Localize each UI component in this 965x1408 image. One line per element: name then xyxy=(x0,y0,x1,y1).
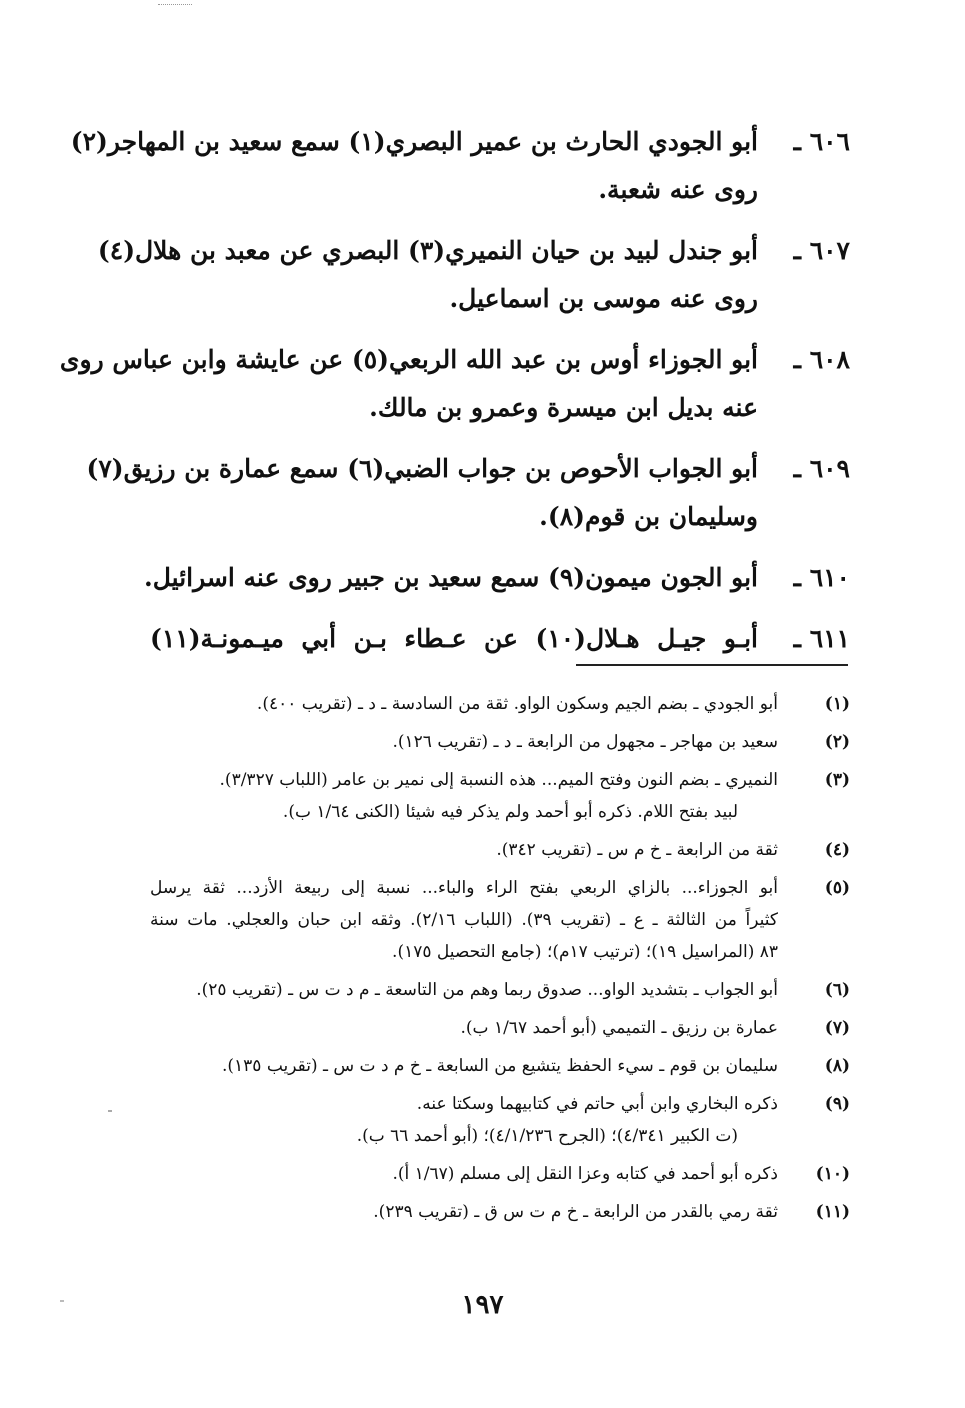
footnote-number: (١) xyxy=(824,694,850,714)
footnote-text: ثقة رمي بالقدر من الرابعة ـ خ م ت س ق ـ (تقريب ٢٣٩). xyxy=(373,1202,778,1222)
footnote-number: (٢) xyxy=(824,732,850,752)
footnote-11 xyxy=(150,1196,850,1228)
entry-text: أبو الجون ميمون(٩) سمع سعيد بن جبير روى عنه اسرائيل. xyxy=(144,563,758,592)
footnote-text: ذكره أبو أحمد في كتابه وعزا النقل إلى مسلم (١/٦٧ أ). xyxy=(392,1164,778,1184)
footnote-text: سليمان بن قوم ـ سيء الحفظ يتشيع من السابعة ـ خ م د ت س ـ (تقريب ١٣٥). xyxy=(221,1056,778,1076)
scan-speck xyxy=(60,1300,64,1302)
entry-611 xyxy=(150,615,850,663)
footnote-text-cont: (ت الكبير ٤/٣٤١)؛ (الجرح ٤/١/٢٣٦)؛ (أبو أحمد ٦٦ ب). xyxy=(356,1126,738,1146)
top-edge-mark xyxy=(158,4,192,5)
footnote-1 xyxy=(150,688,850,720)
footnote-number: (١٠) xyxy=(815,1164,850,1184)
entry-text: أبو جندل لبيد بن حيان النميري(٣) البصري عن معبد بن هلال(٤) xyxy=(97,236,758,265)
entry-text-cont: روى عنه موسى بن اسماعيل. xyxy=(449,284,758,313)
footnote-text: أبو الجودي ـ بضم الجيم وسكون الواو. ثقة من السادسة ـ د ـ (تقريب ٤٠٠). xyxy=(256,694,778,714)
entry-number: ٦١٠ ـ xyxy=(793,563,850,592)
footnote-number: (٥) xyxy=(824,878,850,898)
footnote-divider xyxy=(576,664,848,666)
footnote-text: عمارة بن رزيق ـ التميمي (أبو أحمد ١/٦٧ ب). xyxy=(460,1018,778,1038)
footnote-text: أبو الجواب ـ بتشديد الواو... صدوق ربما وهم من التاسعة ـ م د ت س ـ (تقريب ٢٥). xyxy=(196,980,778,1000)
footnote-4 xyxy=(150,834,850,866)
entry-text-cont: عنه بديل ابن ميسرة وعمرو بن مالك. xyxy=(369,393,758,422)
entry-text: أبو الجواب الأحوص بن جواب الضبي(٦) سمع عمارة بن رزيق(٧) xyxy=(86,454,758,483)
entry-607 xyxy=(97,227,850,323)
footnote-text: أبو الجوزاء... بالزاي الربعي بفتح الراء والباء... نسبة إلى ربيعة الأزد... ثقة يرسل xyxy=(150,878,778,898)
footnote-number: (٩) xyxy=(824,1094,850,1114)
footnote-7 xyxy=(150,1012,850,1044)
entries-list xyxy=(59,118,850,676)
entry-609 xyxy=(86,445,850,541)
footnote-3 xyxy=(150,764,850,828)
footnote-text: ثقة من الرابعة ـ خ م س ـ (تقريب ٣٤٢). xyxy=(496,840,778,860)
footnote-text-cont: كثيراً من الثالثة ـ ع ـ (تقريب ٣٩). (اللباب ٢/١٦). وثقه ابن حبان والعجلي. مات سنة xyxy=(150,910,779,930)
footnote-number: (٦) xyxy=(824,980,850,1000)
entry-610 xyxy=(144,554,850,602)
footnote-number: (٨) xyxy=(824,1056,850,1076)
footnote-9 xyxy=(150,1088,850,1152)
footnote-text: ذكره البخاري وابن أبي حاتم في كتابيهما وسكتا عنه. xyxy=(416,1094,778,1114)
footnote-2 xyxy=(150,726,850,758)
page-number: ١٩٧ xyxy=(461,1290,504,1320)
entry-number: ٦٠٨ ـ xyxy=(793,345,850,374)
entry-606 xyxy=(70,118,850,214)
footnote-number: (٤) xyxy=(824,840,850,860)
entry-text-cont: وسليمان بن قوم(٨). xyxy=(539,502,758,531)
entry-number: ٦٠٦ ـ xyxy=(793,127,850,156)
entry-number: ٦٠٩ ـ xyxy=(793,454,850,483)
footnote-6 xyxy=(150,974,850,1006)
entry-text: أبو الجوزاء أوس بن عبد الله الربعي(٥) عن عايشة وابن عباس روى xyxy=(59,345,758,374)
scan-speck xyxy=(108,1110,112,1112)
footnote-number: (٧) xyxy=(824,1018,850,1038)
footnote-8 xyxy=(150,1050,850,1082)
entry-text: أبـو جيـل هـلال(١٠) عن عـطاء بـن أبي ميـمونـة(١١) xyxy=(150,624,758,653)
footnote-number: (١١) xyxy=(815,1202,850,1222)
footnote-text: سعيد بن مهاجر ـ مجهول من الرابعة ـ د ـ (تقريب ١٢٦). xyxy=(392,732,778,752)
entry-number: ٦١١ ـ xyxy=(793,624,850,653)
footnote-text: النميري ـ بضم النون وفتح الميم... هذه النسبة إلى نمير بن عامر (اللباب ٣/٣٢٧). xyxy=(219,770,778,790)
footnote-text-cont: لبيد بفتح اللام. ذكره أبو أحمد ولم يذكر فيه شيئا (الكنى ١/٦٤ ب). xyxy=(282,802,738,822)
footnote-5 xyxy=(150,872,850,968)
entry-608 xyxy=(59,336,850,432)
footnote-text-cont: ٨٣ (المراسيل ١٩)؛ (ترتيب ١٧م)؛ (جامع التحصيل ١٧٥). xyxy=(392,942,778,962)
footnotes-list xyxy=(150,688,850,1234)
entry-text: أبو الجودي الحارث بن عمير البصري(١) سمع سعيد بن المهاجر(٢) xyxy=(70,127,758,156)
footnote-number: (٣) xyxy=(824,770,850,790)
entry-text-cont: روى عنه شعبة. xyxy=(598,175,758,204)
footnote-10 xyxy=(150,1158,850,1190)
entry-number: ٦٠٧ ـ xyxy=(793,236,850,265)
